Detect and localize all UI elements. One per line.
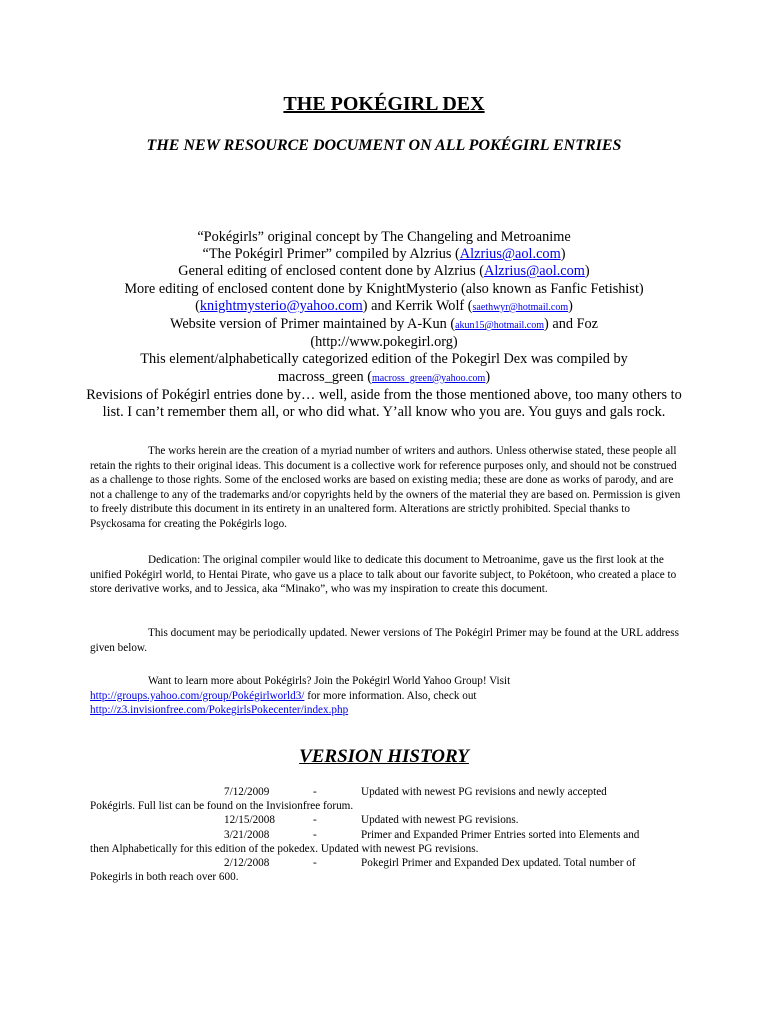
version-history-list bbox=[90, 785, 680, 884]
version-note-continued: Pokegirls in both reach over 600. bbox=[90, 871, 239, 884]
email-link[interactable]: saethwyr@hotmail.com bbox=[472, 301, 569, 313]
version-entry: 7/12/2009 - Updated with newest PG revisions and newly accepted Pokégirls. Full list can be found on the Invisionfree forum. bbox=[90, 785, 680, 813]
version-date: 2/12/2008 bbox=[224, 856, 270, 869]
document-subtitle: THE NEW RESOURCE DOCUMENT ON ALL POKÉGIRL ENTRIES bbox=[146, 137, 622, 154]
credit-line: Revisions of Pokégirl entries done by… well, aside from the those mentioned above, too many others to list. I can’t remember them all, or who did what. Y’all know who you are. You guys and gals rock. bbox=[86, 386, 682, 421]
credit-line: “The Pokégirl Primer” compiled by Alzrius (Alzrius@aol.com) bbox=[202, 246, 566, 263]
version-note: Primer and Expanded Primer Entries sorted into Elements and bbox=[361, 828, 640, 841]
works-paragraph: The works herein are the creation of a myriad number of writers and authors. Unless otherwise stated, these people all retain the rights to their original ideas. This document is a collective work for reference purposes only, and should not be construed as a challenge to those rights. Some of the enclosed works are based on existing media; these are done as works of parody, and are not a challenge to any of the trademarks and/or copyrights held by the owners of the material they are based on. Permission is given to freely distribute this document in its entirety in an unaltered form. Alterations are strictly prohibited. Special thanks to Psyckosama for creating the Pokégirls logo. bbox=[90, 445, 681, 530]
version-history-heading: VERSION HISTORY bbox=[299, 746, 469, 767]
email-link[interactable]: akun15@hotmail.com bbox=[455, 320, 545, 332]
yahoo-group-link[interactable]: http://groups.yahoo.com/group/Pokégirlworld3/ bbox=[90, 689, 305, 702]
credit-line: General editing of enclosed content done by Alzrius (Alzrius@aol.com) bbox=[178, 263, 590, 280]
credit-line: macross_green (macross_green@yahoo.com) bbox=[277, 368, 491, 385]
version-date: 12/15/2008 bbox=[224, 814, 275, 827]
credit-line: This element/alphabetically categorized edition of the Pokegirl Dex was compiled by bbox=[140, 351, 628, 368]
version-entry: 3/21/2008 - Primer and Expanded Primer Entries sorted into Elements and then Alphabetically for this edition of the pokedex. Updated with newest PG revisions. bbox=[90, 828, 680, 856]
credit-line: (http://www.pokegirl.org) bbox=[310, 334, 458, 351]
version-entry: 2/12/2008 - Pokegirl Primer and Expanded Dex updated. Total number of Pokegirls in both reach over 600. bbox=[90, 856, 680, 884]
version-note-continued: Pokégirls. Full list can be found on the Invisionfree forum. bbox=[90, 800, 354, 813]
version-date: 7/12/2009 bbox=[224, 786, 270, 798]
version-entry: 12/15/2008 - Updated with newest PG revisions. bbox=[224, 814, 519, 827]
email-link[interactable]: knightmysterio@yahoo.com bbox=[199, 297, 363, 314]
dedication-paragraph: Dedication: The original compiler would like to dedicate this document to Metroanime, gave us the first look at the unified Pokégirl world, to Hentai Pirate, who gave us a place to talk about our favorite subject, to Pokétoon, who created a place to store derivative works, and to Jessica, aka “Minako”, who was my inspiration to create this document. bbox=[90, 554, 677, 596]
version-note: Updated with newest PG revisions and newly accepted bbox=[361, 786, 607, 798]
credit-line: (knightmysterio@yahoo.com) and Kerrik Wolf (saethwyr@hotmail.com) bbox=[195, 297, 573, 314]
learn-more-paragraph: Want to learn more about Pokégirls? Join the Pokégirl World Yahoo Group! Visit http://groups.yahoo.com/group/Pokégirlworld3/ for more information. Also, check out http://z3.invisionfree.com/PokegirlsPokecenter/index.php bbox=[90, 675, 511, 717]
version-date: 3/21/2008 bbox=[224, 828, 270, 841]
credit-line: More editing of enclosed content done by KnightMysterio (also known as Fanfic Fetishist) bbox=[124, 280, 644, 297]
version-note: Pokegirl Primer and Expanded Dex updated. Total number of bbox=[361, 856, 636, 869]
credits-block bbox=[80, 229, 688, 421]
version-note: Updated with newest PG revisions. bbox=[361, 814, 519, 827]
email-link[interactable]: macross_green@yahoo.com bbox=[371, 372, 486, 384]
version-note-continued: then Alphabetically for this edition of the pokedex. Updated with newest PG revisions. bbox=[90, 842, 479, 855]
credit-line: Website version of Primer maintained by A-Kun (akun15@hotmail.com) and Foz bbox=[169, 316, 599, 333]
credit-line: “Pokégirls” original concept by The Changeling and Metroanime bbox=[197, 229, 571, 245]
update-paragraph: This document may be periodically updated. Newer versions of The Pokégirl Primer may be found at the URL address given below. bbox=[90, 627, 679, 654]
document-title: THE POKÉGIRL DEX bbox=[283, 93, 485, 115]
invisionfree-link[interactable]: http://z3.invisionfree.com/PokegirlsPokecenter/index.php bbox=[90, 704, 349, 717]
email-link[interactable]: Alzrius@aol.com bbox=[484, 263, 585, 280]
email-link[interactable]: Alzrius@aol.com bbox=[459, 246, 561, 263]
